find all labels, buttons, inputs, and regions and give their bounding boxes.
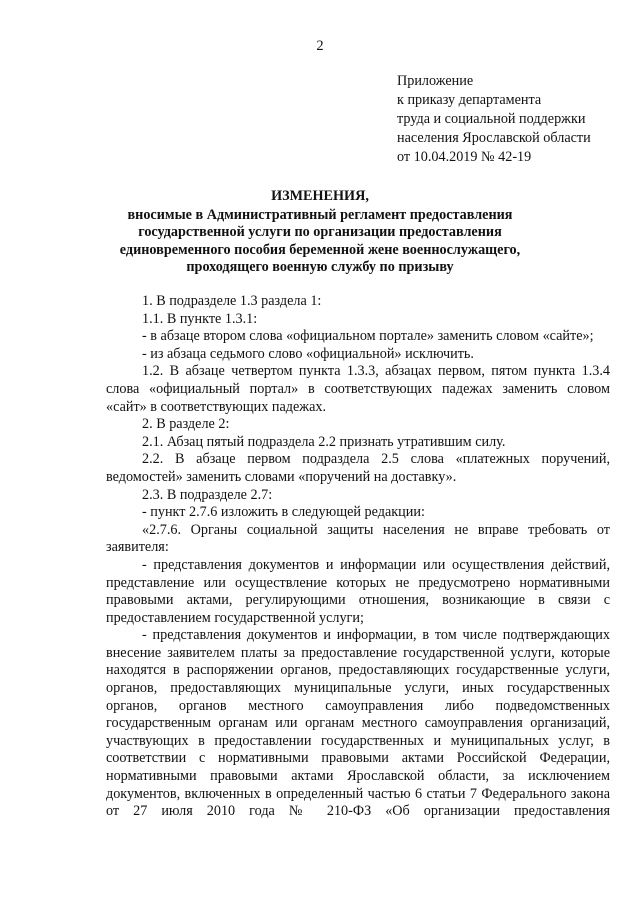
- document-heading: [90, 188, 550, 277]
- appendix-block: [397, 72, 637, 167]
- paragraph: 2.3. В подразделе 2.7:: [142, 486, 273, 503]
- paragraph: 2.2. В абзаце первом подраздела 2.5 слова «платежных поручений, ведомостей» заменить словами «поручений на доставку».: [106, 451, 610, 485]
- paragraph: 1.1. В пункте 1.3.1:: [142, 310, 258, 327]
- paragraph: - в абзаце втором слова «официальном портале» заменить словом «сайте»;: [142, 328, 594, 345]
- heading-title: ИЗМЕНЕНИЯ,: [271, 188, 369, 204]
- appendix-line: Приложение: [397, 73, 474, 89]
- paragraph: 1. В подразделе 1.3 раздела 1:: [142, 293, 322, 309]
- appendix-line: от 10.04.2019 № 42-19: [397, 149, 532, 165]
- paragraph: 1.2. В абзаце четвертом пункта 1.3.3, абзацах первом, пятом пункта 1.3.4 слова «официальный портал» в соответствующих падежах заменить словом «сайт» в соответствующих падежах.: [106, 363, 610, 415]
- appendix-line: труда и социальной поддержки: [397, 111, 586, 127]
- page-number: 2: [316, 38, 324, 54]
- paragraph: - из абзаца седьмого слово «официальной» исключить.: [142, 345, 474, 362]
- paragraph: - представления документов и информации или осуществления действий, представление или осуществление которых не предусмотрено нормативными правовыми актами, регулирующими отношения, возникающие в связи с предоставлением государственной услуги;: [106, 556, 610, 626]
- paragraph: «2.7.6. Органы социальной защиты населения не вправе требовать от заявителя:: [106, 521, 610, 556]
- paragraph: 2. В разделе 2:: [142, 416, 230, 433]
- document-body: [106, 293, 610, 821]
- heading-line: вносимые в Административный регламент предоставления: [127, 206, 513, 223]
- heading-line: государственной услуги по организации предоставления: [138, 224, 502, 241]
- heading-line: проходящего военную службу по призыву: [186, 259, 454, 276]
- heading-line: единовременного пособия беременной жене военнослужащего,: [119, 241, 521, 258]
- paragraph: - представления документов и информации, в том числе подтверждающих внесение заявителем платы за предоставление государственной услуги, которые находятся в распоряжении органов, предоставляющих государственные услуги, органов, предоставляющих муниципальные услуги, иных государственных органов, органов местного самоуправления либо подведомственных государственным органам или органам местного самоуправления организаций, участвующих в предоставлении государственных и муниципальных услуг, в соответствии с нормативными правовыми актами Российской Федерации, нормативными правовыми актами Ярославской области, за исключением документов, включенных в определенный частью 6 статьи 7 Федерального закона от 27 июля 2010 года № 210-ФЗ «Об организации предоставления: [106, 627, 610, 820]
- paragraph: - пункт 2.7.6 изложить в следующей редакции:: [142, 504, 425, 521]
- appendix-line: населения Ярославской области: [397, 130, 591, 146]
- appendix-line: к приказу департамента: [397, 92, 542, 108]
- paragraph: 2.1. Абзац пятый подраздела 2.2 признать утратившим силу.: [142, 433, 506, 450]
